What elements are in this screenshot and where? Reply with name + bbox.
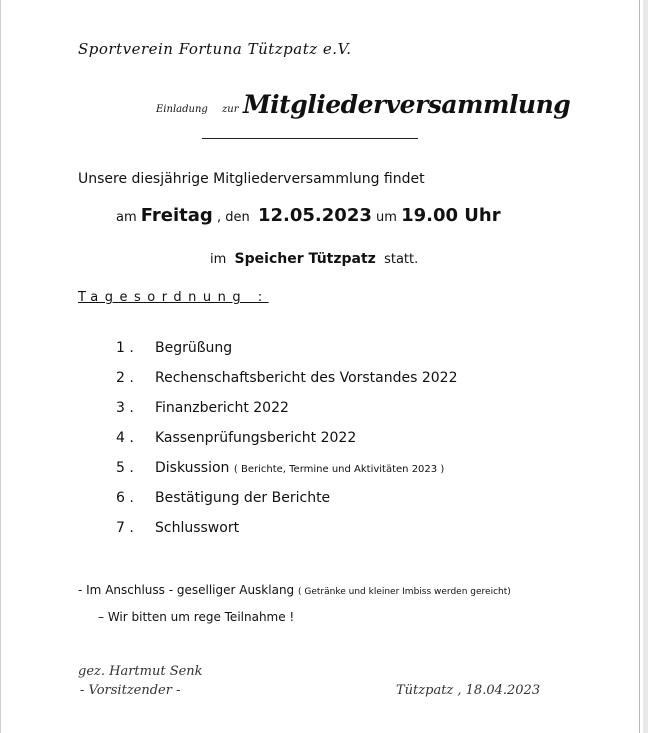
footer-line-1 xyxy=(78,583,511,597)
agenda-item xyxy=(0,490,600,510)
agenda-item xyxy=(0,400,600,420)
page-left-edge xyxy=(0,0,1,733)
agenda-item-label: Begrüßung xyxy=(155,340,233,356)
agenda-item xyxy=(0,460,600,480)
invite-small-text: Einladung xyxy=(156,104,208,115)
footer-note: ( Getränke und kleiner Imbiss werden gereicht) xyxy=(298,587,511,597)
page-right-margin xyxy=(643,0,648,733)
agenda-item-note: ( Berichte, Termine und Aktivitäten 2023 ) xyxy=(233,464,445,475)
signature-name: gez. Hartmut Senk xyxy=(78,664,203,679)
agenda-item xyxy=(0,430,600,450)
agenda-item-number: 4 . xyxy=(116,430,134,446)
agenda-item-label: Finanzbericht 2022 xyxy=(155,400,289,416)
date-day: Freitag xyxy=(140,205,213,226)
invite-title: Mitgliederversammlung xyxy=(243,90,571,119)
agenda-item-number: 6 . xyxy=(116,490,134,506)
agenda-item-number: 5 . xyxy=(116,460,134,476)
agenda-item xyxy=(0,340,600,360)
date-um: um xyxy=(376,210,397,225)
agenda-item-label: Kassenprüfungsbericht 2022 xyxy=(155,430,357,446)
date-time: 19.00 Uhr xyxy=(401,205,501,226)
intro-text: Unsere diesjährige Mitgliederversammlung findet xyxy=(78,171,425,187)
date-value: 12.05.2023 xyxy=(258,205,372,226)
agenda-item xyxy=(0,520,600,540)
venue-im: im xyxy=(210,252,227,267)
agenda-item xyxy=(0,370,600,390)
agenda-item-number: 7 . xyxy=(116,520,134,536)
signature-role: - Vorsitzender - xyxy=(80,683,181,698)
agenda-item-label: Rechenschaftsbericht des Vorstandes 2022 xyxy=(155,370,458,386)
footer-line-2: – Wir bitten um rege Teilnahme ! xyxy=(98,610,295,624)
place-date: Tützpatz , 18.04.2023 xyxy=(396,683,541,698)
date-line xyxy=(116,205,501,226)
agenda-item-number: 1 . xyxy=(116,340,134,356)
date-den: , den xyxy=(216,210,250,225)
venue-place: Speicher Tützpatz xyxy=(234,251,376,267)
footer-main: - Im Anschluss - geselliger Ausklang xyxy=(78,583,295,597)
agenda-item-label-text: Diskussion xyxy=(155,460,230,476)
invite-zur-text: zur xyxy=(222,104,239,115)
agenda-item-label: Bestätigung der Berichte xyxy=(155,490,331,506)
agenda-item-number: 2 . xyxy=(116,370,134,386)
venue-line xyxy=(210,251,418,267)
agenda-title: Tagesordnung : xyxy=(78,290,269,305)
club-name: Sportverein Fortuna Tützpatz e.V. xyxy=(78,40,352,58)
venue-statt: statt. xyxy=(384,252,419,267)
agenda-item-label xyxy=(155,460,444,476)
page-right-edge xyxy=(639,0,640,733)
date-am: am xyxy=(116,210,137,225)
agenda-item-label: Schlusswort xyxy=(155,520,240,536)
agenda-item-number: 3 . xyxy=(116,400,134,416)
title-underline xyxy=(202,138,418,139)
